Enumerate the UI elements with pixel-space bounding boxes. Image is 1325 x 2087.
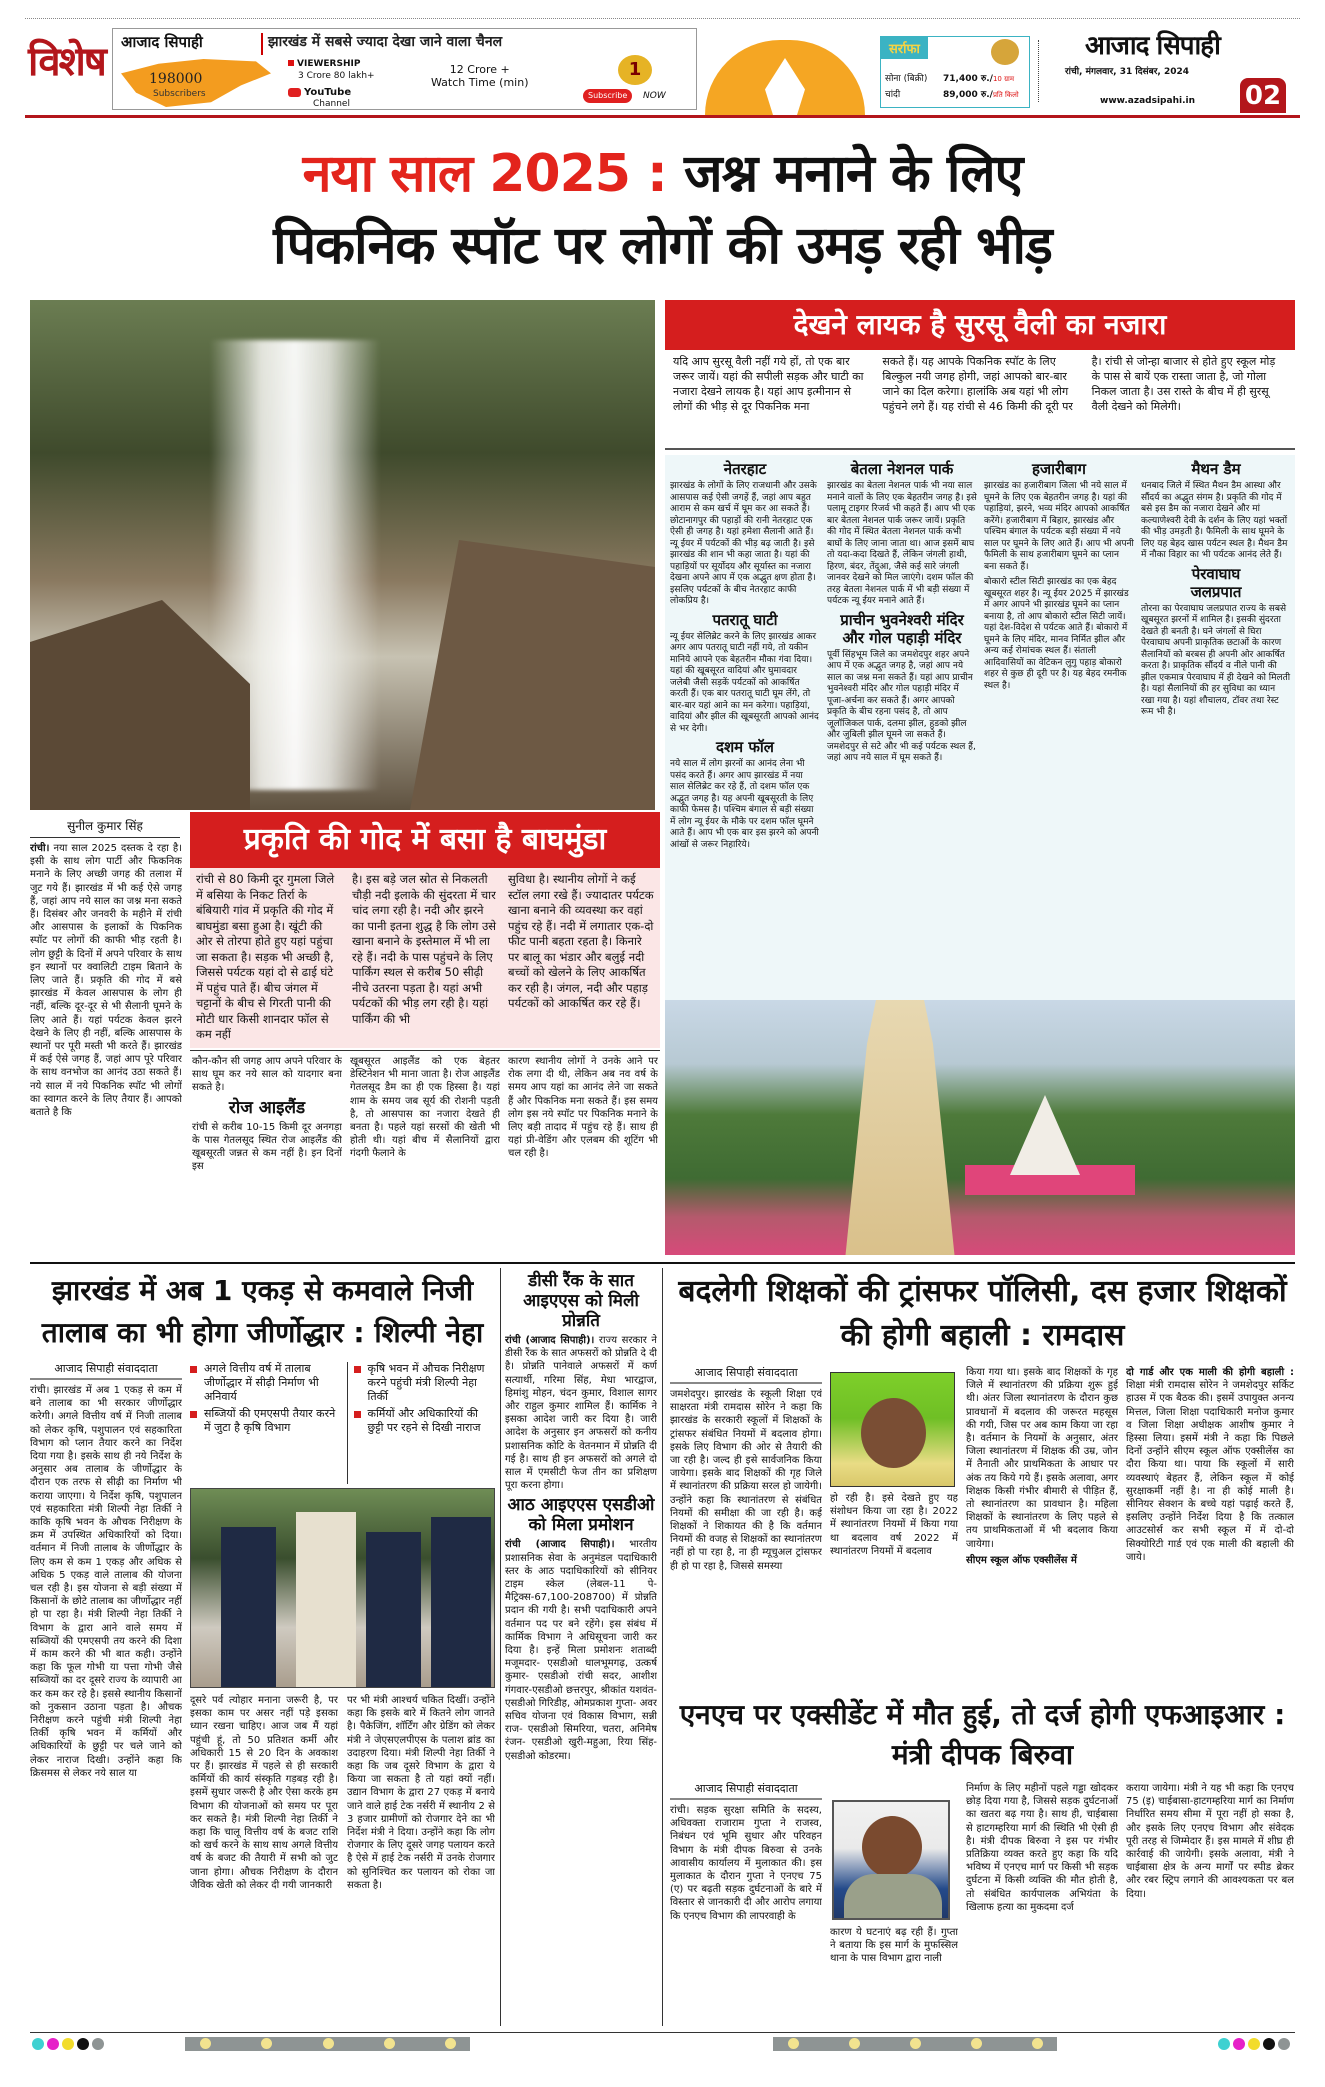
lead-dateline: रांची। (30, 843, 50, 854)
bullet-item: कृषि भवन में औचक निरीक्षण करने पहुंची मंत्री शिल्पी नेहा तिर्की (354, 1362, 496, 1404)
netarhat-heading: नेतरहाट (723, 460, 767, 478)
gold-label: सोना (बिक्री) (885, 74, 928, 84)
rock-right (410, 540, 655, 810)
ias-body (505, 1334, 657, 1492)
lead-byline: सुनील कुमार सिंह (30, 818, 180, 838)
watch-time-label: Watch Time (min) (431, 76, 529, 89)
netarhat-text: झारखंड के लोगों के लिए राजधानी और उसके आसपास कई ऐसी जगहें हैं, जहां आप बहुत आराम से कम खर्च में घूम कर आ सकते हैं। छोटानागपुर की पहाड़ों की रानी नेतरहाट एक ऐसी ही जगह है। यहां हमेशा सैलानी आते हैं। न्यू ईयर में पर्यटकों की भीड़ बढ़ जाती है। इसे झारखंड की शान भी कहा जाता है। यहां की पहाड़ियों पर सूर्योदय और सूर्यास्त का नजारा देखना अपने आप में एक अद्भुत क्षण होता है। इसलिए पर्यटकों के बीच नेतरहाट काफी लोकप्रिय है। (670, 481, 817, 606)
teacher-col-2: हो रही है। इसे देखते हुए यह संशोधन किया जा रहा है। 2022 में स्थानांतरण नियमों में किया गया था बदलाव वर्ष 2022 में स्थानांतरण नियमों में बदलाव (830, 1493, 958, 1557)
sarafa-title: सर्राफा (881, 37, 928, 59)
spot-col-1 (670, 457, 820, 997)
pen-nib-logo (705, 40, 865, 115)
deepak-birua-photo (832, 1800, 950, 1920)
talab-byline: आजाद सिपाही संवाददाता (30, 1362, 182, 1380)
silver-price-value: 89,000 रु./ (943, 90, 993, 100)
ramdas-soren-photo (830, 1372, 955, 1487)
registration-dot (62, 2038, 74, 2050)
gold-price-value: 71,400 रु./ (943, 74, 993, 84)
temple-dome (1010, 1095, 1080, 1175)
spot-col-2 (827, 457, 977, 997)
masthead-divider (1038, 40, 1039, 102)
main-headline (0, 138, 1325, 282)
registration-dots-left (32, 2038, 104, 2050)
baghmunda-banner: प्रकृति की गोद में बसा है बाघमुंडा (190, 812, 660, 868)
ias-dateline: रांची (आजाद सिपाही)। (505, 1335, 595, 1346)
registration-bar-left (185, 2037, 470, 2051)
headline-line-2: पिकनिक स्पॉट पर लोगों की उमड़ रही भीड़ (273, 216, 1052, 276)
column-rule (500, 1268, 501, 2026)
website-link[interactable]: www.azadsipahi.in (1100, 96, 1195, 106)
silver-price (943, 89, 1019, 101)
baghmunda-col-1: रांची से 80 किमी दूर गुमला जिले में बसिया के निकट तिर्रा के बंबियारी गांव में प्रकृति की गोद में बाघमुंडा बसा हुआ है। खूंटी की ओर से तोरपा होते हुए यहां पहुंचा जा सकता है। सड़क भी अच्छी है, जिससे पर्यटक यहां दो से ढाई घंटे में पहुंच पाते हैं। बीच जंगल में चट्टानों के बीच से गिरती पानी की मोटी धार किसी शानदार फॉल से कम नहीं (196, 872, 335, 1041)
rose-col-3: कारण स्थानीय लोगों ने उनके आने पर रोक लगा दी थी, लेकिन अब नव वर्ष के समय आप यहां का आनंद लेने जा सकते हैं और पिकनिक मना सकते हैं। इस समय लोग इस नये स्पॉट पर पिकनिक मनाने के लिए बड़ी तादाद में पहुंच रहे हैं। साथ ही यहां प्री-वेडिंग और एलबम की शूटिंग भी चल रही है। (508, 1056, 658, 1160)
section-divider (30, 1262, 1295, 1264)
person-figure (296, 1512, 356, 1687)
now-label: NOW (643, 91, 666, 101)
waterfall-photo (30, 300, 655, 810)
silver-label: चांदी (885, 90, 901, 100)
sdo-headline: आठ आइएएस एसडीओ को मिला प्रमोशन (507, 1495, 655, 1536)
ad-tagline: झारखंड में सबसे ज्यादा देखा जाने वाला चैनल (268, 34, 503, 50)
teacher-col-4-text (1126, 1366, 1294, 1564)
nh-col-3: निर्माण के लिए महीनों पहले गड्ढा खोदकर छोड़ दिया गया है, जिससे सड़क दुर्घटनाओं का खतरा बढ़ गया है। साथ ही, चाईबासा से हाटगम्हरिया मार्ग की स्थिति भी ऐसी ही है। मंत्री दीपक बिरुवा ने इस पर गंभीर प्रतिक्रिया व्यक्त करते हुए कहा कि यदि भविष्य में एनएच मार्ग पर किसी भी सड़क दुर्घटना में किसी व्यक्ति की मौत होती है, तो संबंधित कार्यपालक अभियंता के खिलाफ हत्या का मुकदमा दर्ज (966, 1783, 1118, 1913)
teacher-col-3-subhead: सीएम स्कूल ऑफ एक्सीलेंस में (966, 1554, 1077, 1566)
hazaribagh-text: झारखंड का हजारीबाग जिला भी नये साल में घूमने के लिए एक बेहतरीन जगह है। यहां की पहाड़ियां, झरने, भव्य मंदिर आपको आकर्षित करेंगे। हजारीबाग में बिहार, झारखंड और पश्चिम बंगाल के पर्यटक बड़ी संख्या में नये साल पर घूमने के लिए आते हैं। आप भी अपनी फैमिली के साथ हजारीबाग घूमने का प्लान बना सकते हैं। (984, 481, 1134, 572)
ias-text: राज्य सरकार ने डीसी रैंक के सात अफसरों को प्रोन्नति दे दी है। प्रोन्नति पानेवाले अफसरों में कर्ण सत्यार्थी, गरिमा सिंह, मेधा भारद्वाज, हिमांशु मोहन, चंदन कुमार, विशाल सागर और राहुल कुमार शामिल हैं। कार्मिक ने इसका आदेश जारी कर दिया है। जारी आदेश के अनुसार इन अफसरों को कनीय प्रशासनिक कोटि के वेतनमान में प्रोन्नति दी गई है। साथ ही इन अफसरों को अगले दो साल में एमसीटी फेज तीन का प्रशिक्षण पूरा करना होगा। (505, 1335, 657, 1492)
face (861, 1398, 926, 1468)
youtube-logo (288, 87, 351, 98)
masthead-rule (25, 115, 1300, 118)
registration-circle (200, 2038, 211, 2049)
talab-headline: झारखंड में अब 1 एकड़ से कमवाले निजी तालाब का भी होगा जीर्णोद्धार : शिल्पी नेहा (41, 1274, 484, 1349)
registration-dot (1218, 2038, 1230, 2050)
spot-col-3 (984, 457, 1134, 997)
perwaghagh-heading-1: पेरवाघाघ (1191, 564, 1241, 583)
dasham-heading: दशम फॉल (716, 738, 774, 756)
registration-dot (1263, 2038, 1275, 2050)
watch-time-value: 12 Crore + (449, 63, 510, 76)
baghmunda-body (190, 868, 660, 1048)
baghmunda-col-2: है। इस बड़े जल स्रोत से निकलती चौड़ी नदी इलाके की सुंदरता में चार चांद लगा रही है। नदी और झरने का पानी इतना शुद्ध है कि लोग उसे खाना बनाने के इस्तेमाल में भी ला रहे हैं। नदी के पास पहुंचने के लिए पार्किंग स्थल से करीब 50 सीढ़ी नीचे उतरना पड़ता है। यहां अभी पर्यटकों की भीड़ लग रही है। यहां पार्किंग की भी (352, 872, 497, 1026)
perwaghagh-heading-2: जलप्रपात (1190, 582, 1242, 601)
footer-rule (30, 2032, 1295, 2033)
youtube-label: YouTube (304, 87, 352, 98)
viewership-label: VIEWERSHIP (288, 59, 360, 69)
ias-promotion-box (505, 1268, 657, 2026)
talab-bullets-left (190, 1362, 339, 1484)
sursu-col-3: है। रांची से जोन्हा बाजार से होते हुए स्कूल मोड़ के पास से बायें एक रास्ता जाता है, जो गोला निकल जाता है। उस रास्ते के बीच में ही सुरसू वैली देखने को मिलेगी। (1091, 355, 1276, 413)
maithon-text: धनबाद जिले में स्थित मैथन डैम आस्था और सौंदर्य का अद्भुत संगम है। प्रकृति की गोद में बसे इस डैम का नजारा देखने और मां कल्याणेश्वरी देवी के दर्शन के लिए यहां भक्तों की भीड़ उमड़ती है। फैमिली के साथ घूमने के लिए यह बेहद खास पर्यटन स्थल है। मैथन डैम में नौका विहार का भी पर्यटक आनंद लेते हैं। (1141, 481, 1288, 560)
talab-bullets-right (347, 1362, 496, 1484)
ad-divider (261, 33, 263, 55)
teacher-col-1 (670, 1366, 822, 1692)
bhuvaneshwari-heading: प्राचीन भुवनेश्वरी मंदिर और गोल पहाड़ी मंदिर (840, 610, 964, 647)
perwaghagh-text: तोरना का पेरवाघाघ जलप्रपात राज्य के सबसे खूबसूरत झरनों में शामिल है। इसकी सुंदरता देखते ही बनती है। घने जंगलों से घिरा पेरवाघाघ अपनी प्राकृतिक छटाओं के कारण सैलानियों को बरबस ही अपनी ओर आकर्षित करता है। प्राकृतिक सौंदर्य व नीले पानी की झील एकमात्र पेरवाघाघ में ही देखने को मिलती है। यहां सैलानियों की हर सुविधा का ध्यान रखा गया है। यहां शौचालय, टॉवर तथा रेस्ट रूम भी है। (1141, 603, 1291, 717)
sursu-col-2: सकते हैं। यह आपके पिकनिक स्पॉट के लिए बिल्कुल नयी जगह होगी, जहां आपको बार-बार जाने का दिल करेगा। हालांकि अब यहां भी लोग पहुंचने लगे हैं। यह रांची से 46 किमी की दूरी पर (882, 355, 1073, 413)
pen-nib-icon (765, 58, 805, 115)
teacher-col-3-text: किया गया था। इसके बाद शिक्षकों के गृह जिले में स्थानांतरण की प्रक्रिया शुरू हुई थी। अंतर जिला स्थानांतरण के दौरान कुछ प्रावधानों में बदलाव की जरूरत महसूस की गयी, जिस पर अब काम किया जा रहा है। वर्तमान के नियमों के अनुसार, अंतर जिला स्थानांतरण में शिक्षक की उम्र, जोन में तैनाती और प्राथमिकता के आधार पर अंक तय किये गये हैं। इसके अलावा, अगर शिक्षक किसी गंभीर बीमारी से पीड़ित हैं, तो स्थानांतरण का प्रावधान है। महिला शिक्षकों के स्थानांतरण के लिए पहले से तय प्राथमिकताओं में भी बदलाव किया जायेगा। (966, 1367, 1118, 1550)
rose-island-heading: रोज आइलैंड (228, 1097, 306, 1118)
nh-col-1-text: रांची। सड़क सुरक्षा समिति के सदस्य, अधिवक्ता राजाराम गुप्ता ने राजस्व, निबंधन एवं भूमि सुधार और परिवहन विभाग के मंत्री दीपक बिरुवा से उनके आवासीय कार्यालय में मुलाकात की। इस मुलाकात के दौरान गुप्ता ने एनएच 75 (ए) पर बढ़ती सड़क दुर्घटनाओं के बारे में विस्तार से जानकारी दी और आरोप लगाया कि एनएच विभाग की लापरवाही के (670, 1805, 822, 1922)
section-label: विशेष (28, 38, 105, 85)
number-one-badge-icon: 1 (618, 55, 652, 85)
registration-bar-right (773, 2037, 1057, 2051)
betla-text: झारखंड का बेतला नेशनल पार्क भी नया साल मनाने वालों के लिए एक बेहतरीन जगह है। इसे पलामू टाइगर रिजर्व भी कहते हैं। आप भी एक बार बेतला नेशनल पार्क जरूर जायें। प्रकृति की गोद में स्थित बेतला नेशनल पार्क कभी बाघों के लिए जाना जाता था। आज इसमें बाघ तो यदा-कदा दिखते हैं, लेकिन जंगली हाथी, हिरण, बंदर, तेंदुआ, जैसे कई सारे जंगली जानवर देखने को मिल जाएंगे। दशम फॉल की तरह बेतला नेशनल पार्क में भी बड़ी संख्या में पर्यटक न्यू ईयर मनाने आते हैं। (827, 481, 977, 606)
patratu-heading: पतरातू घाटी (712, 610, 778, 629)
registration-circle (849, 2038, 860, 2049)
registration-dot (1248, 2038, 1260, 2050)
watch-time (431, 63, 529, 89)
teacher-byline: आजाद सिपाही संवाददाता (670, 1366, 822, 1384)
sdo-body (505, 1538, 657, 1762)
teacher-col-4 (1126, 1366, 1294, 1692)
rose-intro: कौन-कौन सी जगह आप अपने परिवार के साथ घूम कर नये साल को यादगार बना सकते है। (192, 1056, 342, 1094)
registration-dot (1278, 2038, 1290, 2050)
maithon-heading: मैथन डैम (1191, 460, 1241, 478)
person-figure (366, 1532, 421, 1687)
subscribe-button[interactable]: Subscribe (583, 89, 632, 103)
spot-col-4 (1141, 457, 1291, 997)
rose-island-section (190, 1050, 660, 1255)
baghmunda-col-3: सुविधा है। स्थानीय लोगों ने कई स्टॉल लगा रखे हैं। ज्यादातर पर्यटक खाना बनाने की व्यवस्था कर वहां पहुंच रहे हैं। नदी में लगातार एक-दो फीट पानी बहता रहता है। किनारे पर बालू का भंडार और बलुई नदी बच्चों को खेलने के लिए आकर्षित कर रही है। जंगल, नदी और पहाड़ पर्यटकों को आकर्षित कर रहे हैं। (508, 872, 654, 1010)
registration-circle (261, 2038, 272, 2049)
talab-col-2: दूसरे पर्व त्योहार मनाना जरूरी है, पर इसका काम पर असर नहीं पड़े इसका ध्यान रखना चाहिए। आज जब मैं यहां पहुंची हूं, तो 50 प्रतिशत कर्मी और अधिकारी 15 से 20 दिन के अवकाश पर हैं। झारखंड में पहले से ही सरकारी कर्मियों की कार्य संस्कृति गड़बड़ रही है। इसमें सुधार जरूरी है और ऐसा करके हम विभाग की योजनाओं को समय पर पूरा कर सकते है। मंत्री शिल्पी नेहा तिर्की ने कहा कि चालू वित्तीय वर्ष के बजट राशि को खर्च करने के साथ साथ अगले वित्तीय वर्ष के बजट की तैयारी में सभी को जुट जाना होगा। औचक निरीक्षण के दौरान जैविक खेती को लेकर दी गयी जानकारी (190, 1695, 338, 1891)
rose-col-2: खूबसूरत आइलैंड को एक बेहतर डेस्टिनेशन भी माना जाता है। रोज आइलैंड गेतलसूद डैम का ही एक हिस्सा है। यहां शाम के समय जब सूर्य की रोशनी पड़ती है, तो आसपास का नजारा देखते ही बनता है। पहले यहां सरसों की खेती भी होती थी। यहां बीच में सैलानियों द्वारा गंदगी फैलाने के (350, 1056, 500, 1160)
temple-tower (845, 1000, 955, 1255)
registration-circle (971, 2038, 982, 2049)
tourist-spots-section (665, 455, 1295, 1000)
headline-black-part: जश्न मनाने के लिए (683, 144, 1023, 204)
face (862, 1816, 922, 1878)
viewership-value: 3 Crore 80 lakh+ (298, 71, 375, 81)
bullet-item: सब्जियों की एमएसपी तैयार करने में जुटा है कृषि विभाग (190, 1407, 339, 1435)
jacket (844, 1874, 942, 1920)
lead-body (30, 842, 182, 1256)
talab-bullets (190, 1362, 495, 1484)
nh-byline: आजाद सिपाही संवाददाता (670, 1782, 822, 1800)
page-number: 02 (1240, 78, 1286, 113)
bullet-item: अगले वित्तीय वर्ष में तालाब जीर्णोद्धार में सीढ़ी निर्माण भी अनिवार्य (190, 1362, 339, 1404)
nh-col-4: कराया जायेगा। मंत्री ने यह भी कहा कि एनएच 75 (इ) चाईबासा-हाटगम्हरिया मार्ग का निर्माण निर्धारित समय सीमा में पूरा नहीं हो सका है, और इसके लिए एनएच विभाग और संवेदक पूरी तरह से जिम्मेदार हैं। इस मामले में शीघ्र ही कार्रवाई की जायेगी। इसके अलावा, मंत्री ने चाईबासा क्षेत्र के अन्य मार्गों पर स्पीड ब्रेकर और रबर स्ट्रिप लगाने की आवश्यकता पर बल दिया। (1126, 1783, 1294, 1900)
registration-dot (92, 2038, 104, 2050)
teacher-col-4-body: शिक्षा मंत्री रामदास सोरेन ने जमशेदपुर सर्किट हाउस में एक बैठक की। इसमें उपायुक्त अनन्य मित्तल, जिला शिक्षा पदाधिकारी मनोज कुमार व जिला शिक्षा अधीक्षक आशीष कुमार ने हिस्सा लिया। इसमें मंत्री ने कहा कि पिछले दिनों उन्होंने सीएम स्कूल ऑफ एक्सीलेंस का दौरा किया था। पाया कि स्कूलों में सारी व्यवस्थाएं बेहतर हैं, लेकिन स्कूल में कोई सुरक्षाकर्मी नहीं है। ना ही कोई माली है। सीनियर सेक्शन के बच्चे यहां पढ़ाई करते हैं, इसलिए उन्होंने निर्देश दिया है कि तत्काल आउटसोर्स कर सभी स्कूल में में दो-दो सिक्योरिटी गार्ड एवं एक माली की बहाली की जाये। (1126, 1380, 1294, 1563)
sdo-text: भारतीय प्रशासनिक सेवा के अनुमंडल पदाधिकारी स्तर के आठ पदाधिकारियों को सीनियर टाइम स्केल (लेबल-11 पे-मैट्रिक्स-67,100-208700) में प्रोन्नति प्रदान की गयी है। सभी पदाधिकारी अपने वर्तमान पद पर बने रहेंगे। इस संबंध में कार्मिक विभाग ने अधिसूचना जारी कर दिया है। इन्हें मिला प्रमोशनः शताब्दी मजूमदार- एसडीओ धालभूमगढ़, उत्कर्ष कुमार- एसडीओ रांची सदर, आशीश गंगवार-एसडीओ छत्तरपुर, श्रीकांत यशवंत- एसडीओ गिरिडीह, ओमप्रकाश गुप्ता- अवर सचिव योजना एवं विकास विभाग, सन्नी राज- एसडीओ सिमरिया, चतरा, अनिमेष रंजन- एसडीओ खुरी-महुआ, रिया सिंह- एसडीओ कोडरमा। (505, 1539, 657, 1762)
sursu-col-1: यदि आप सुरसू वैली नहीं गये हों, तो एक बार जरूर जायें। यहां की सपीली सड़क और घाटी का नजारा देखने लायक है। यहां आप इत्मीनान से लोगों की भीड़ से दूर पिकनिक मना (673, 355, 864, 413)
bullet-item: कर्मियों और अधिकारियों की छुट्टी पर रहने से दिखी नाराज (354, 1407, 496, 1435)
person-figure (431, 1517, 491, 1687)
youtube-play-icon (288, 88, 301, 97)
teacher-col-3 (966, 1366, 1118, 1692)
ad-brand: आजाद सिपाही (121, 33, 203, 51)
minister-inspection-photo (190, 1488, 495, 1688)
talab-col-3: पर भी मंत्री आश्चर्य चकित दिखीं। उन्होंने कहा कि इसके बारे में कितने लोग जानते है। पैकेजिंग, शॉर्टिंग और ग्रेडिंग को लेकर मंत्री ने जेएसएलपीएस के पलाश ब्रांड का उदाहरण दिया। मंत्री शिल्पी नेहा तिर्की ने कहा कि जब दूसरे विभाग के द्वारा ये किया जा सकता है तो यहां क्यों नहीं। उद्यान विभाग के द्वारा 27 एकड़ में बनाये जाने वाले हाई टेक नर्सरी में स्थानीय 2 से 3 हजार ग्रामीणों को रोजगार देने का भी निर्देश मंत्री ने दिया। उन्होंने कहा कि लोग रोजगार के लिए दूसरे जगह पलायन करते है ऐसे में हाई टेक नर्सरी में उनके रोजगार को सुनिश्चित कर पलायन को रोका जा सकता है। (347, 1695, 495, 1891)
registration-circle (445, 2038, 456, 2049)
youtube-ad-banner[interactable] (112, 28, 697, 110)
registration-circle (788, 2038, 799, 2049)
betla-heading: बेतला नेशनल पार्क (850, 460, 954, 478)
registration-dot (77, 2038, 89, 2050)
gold-price (943, 73, 1014, 85)
registration-circle (1032, 2038, 1043, 2049)
ias-headline: डीसी रैंक के सात आइएएस को मिली प्रोन्नति (523, 1271, 639, 1331)
silver-unit: प्रति किलो (992, 91, 1019, 99)
registration-dot (47, 2038, 59, 2050)
hazaribagh-heading: हजारीबाग (1032, 460, 1086, 478)
lead-text: नया साल 2025 दस्तक दे रहा है।इसी के साथ लोग पार्टी और फिकनिक मनाने के लिए अच्छी जगह की तलाश में जुट गये हैं। झारखंड में भी कई ऐसे जगह हैं, जहां आप नये साल का जश्न मना सकते हैं। दिसंबर और जनवरी के महीने में रांची और आसपास के इलाकों के पिकनिक स्पॉट पर लोगों की काफी भीड़ रहती है। लोग छुट्टी के दिनों में अपने परिवार के साथ इन स्थानों पर क्वालिटी टाइम बिताने के लिए जाते हैं। प्रकृति की गोद में बसे झारखंड में केवल आसपास के लोग ही नहीं, बल्कि दूर-दूर से भी सैलानी घूमने के लिए आते हैं। यहां पर्यटक केवल झरने देखने के लिए ही नहीं, बल्कि आसपास के स्थानों पर पूरी मस्ती भी करते हैं। झारखंड में कई ऐसे जगह हैं, जहां आप पूरे परिवार के साथ वनभोज का आनंद उठा सकते हैं। नये साल में नये पिकनिक स्पॉट भी लोगों का स्वागत करने के लिए तैयार हैं। आपको बताते है कि (30, 843, 182, 1119)
registration-circle (910, 2038, 921, 2049)
teacher-col-4-subhead: दो गार्ड और एक माली की होगी बहाली : (1126, 1367, 1294, 1378)
temple-photo (665, 1000, 1295, 1255)
gold-bag-icon (991, 39, 1019, 65)
top-dotted-rule (25, 18, 1300, 19)
registration-circle (323, 2038, 334, 2049)
gold-unit: 10 ग्राम (992, 75, 1015, 83)
bhuvaneshwari-text: पूर्वी सिंहभूम जिले का जमशेदपुर शहर अपने आप में एक अद्भुत जगह है, जहां आप नये साल का जश्न मना सकते हैं। यहां आप प्राचीन भुवनेश्वरी मंदिर और गोल पहाड़ी मंदिर में पूजा-अर्चना कर सकते हैं। अगर आपको प्रकृति के बीच रहना पसंद है, तो आप जूलॉजिकल पार्क, दलमा झील, हुडको झील और जुबिली झील घूमने जा सकते हैं। जमशेदपुर से सटे और भी कई पर्यटक स्थल हैं, जहां आप नये साल में घूम सकते हैं। (827, 649, 976, 763)
person-figure (221, 1527, 276, 1687)
rose-col-1 (192, 1055, 342, 1253)
channel-label: Channel (313, 99, 350, 109)
sursu-valley-banner: देखने लायक है सुरसू वैली का नजारा (665, 300, 1295, 350)
sdo-dateline: रांची (आजाद सिपाही)। (505, 1539, 615, 1551)
perwaghagh-heading (1141, 565, 1291, 601)
teacher-col-1-text: जमशेदपुर। झारखंड के स्कूली शिक्षा एवं साक्षरता मंत्री रामदास सोरेन ने कहा कि झारखंड के सरकारी स्कूलों में शिक्षकों के ट्रांसफर संबंधित नियमों में बदलाव होगा। इसके लिए विभाग की ओर से तैयारी की जा रही है। जल्द ही इसे सार्वजनिक किया जायेगा। इसके बाद शिक्षकों की गृह जिले में स्थानांतरण की प्रक्रिया सरल हो जायेगी। उन्होंने कहा कि स्थानांतरण से संबंधित नियमों की समीक्षा की जा रही है। कई शिक्षकों ने शिकायत की है कि वर्तमान नियमों की वजह से शिक्षकों का स्थानांतरण नहीं हो पा रहा है, ना ही म्यूचुअल ट्रांसफर ही हो पा रहा है, जिससे समस्या (670, 1389, 822, 1572)
bokaro-text: बोकारो स्टील सिटी झारखंड का एक बेहद खूबसूरत शहर है। न्यू ईयर 2025 में झारखंड में अगर आपने भी झारखंड घूमने का प्लान बनाया है, तो आप बोकारो स्टील सिटी जायें। यहां देश-विदेश से पर्यटक आते हैं। बोकारो में घूमने के लिए मंदिर, मानव निर्मित झील और अन्य कई रोमांचक स्थल हैं। संताली आदिवासियों का वेटिकन लुगु पहाड़ बोकारो शहर से कुछ ही दूरी पर है। यह बेहद रमनीक स्थल है। (984, 577, 1129, 691)
registration-dot (1233, 2038, 1245, 2050)
talab-col-1 (30, 1362, 182, 2026)
column-rule (662, 1268, 663, 2026)
patratu-text: न्यू ईयर सेलिब्रेट करने के लिए झारखंड आकर अगर आप पतरातू घाटी नहीं गये, तो यकीन मानिये आपने एक बेहतरीन मौका गंवा दिया। यहां की खूबसूरत वादियां और घुमावदार जलेबी जैसी सड़कें पर्यटकों को आकर्षित करती हैं। एक बार पतरातू घाटी घूम लेंगे, तो बार-बार यहां आने का मन करेगा। पहाड़ियां, वादियां और झील की खूबसूरती आपको आनंद से भर देगी। (670, 631, 819, 734)
newspaper-name: आजाद सिपाही (1085, 31, 1220, 61)
headline-red-part: नया साल 2025 : (302, 144, 667, 204)
teacher-headline: बदलेगी शिक्षकों की ट्रांसफर पॉलिसी, दस हजार शिक्षकों की होगी बहाली : रामदास (678, 1274, 1287, 1353)
dasham-text: नये साल में लोग झरनों का आनंद लेना भी पसंद करते हैं। अगर आप झारखंड में नया साल सेलिब्रेट कर रहे हैं, तो दशम फॉल एक अद्भुत जगह है। यह अपनी खूबसूरती के लिए काफी फेमस है। पश्चिम बंगाल से बड़ी संख्या में लोग न्यू ईयर के मौके पर दशम फॉल घूमने आते हैं। आप भी एक बार इस झरने को अपनी आंखों से जरूर निहारिये। (670, 759, 819, 850)
bullion-rates-box (880, 36, 1030, 108)
sursu-intro (665, 350, 1295, 450)
talab-col-1-text: रांची। झारखंड में अब 1 एकड़ से कम में बने तालाब का भी सरकार जीर्णोद्धार करेगी। अगले वित्तीय वर्ष में निजी तालाब को लेकर कृषि, पशुपालन एवं सहकारिता विभाग को प्लान तैयार करने का निर्देश दिया गया है। इसके साथ ही नये निर्देश के अनुसार अब तालाब के जीर्णोद्धार के दौरान एक तरफ से सीढ़ी का निर्माण भी कराया जाएगा। ये निर्देश कृषि, पशुपालन एवं सहकारिता मंत्री शिल्पी नेहा तिर्की ने काकि कृषि भवन के औचक निरीक्षण के क्रम में उपस्थित अधिकारियों को दिया। वर्तमान में निजी तालाब के जीर्णोद्धार के लिए कम से कम 1 एकड़ और अधिक से अधिक 5 एकड़ वाले तालाब की योजना चल रही है। इस योजना से बड़ी संख्या में किसानों के छोटे तालाब का जीर्णोद्धार नहीं हो पा रहा है। मंत्री शिल्पी नेहा तिर्की ने विभाग के द्वारा आने वाले समय में सब्जियों की एमएसपी तय करने की दिशा में काम करने की भी बात कही। उन्होंने कहा कि फूल गोभी या पत्ता गोभी जैसे सब्जियों का दर दूसरे राज्य के व्यापारी आ कर कम कर रहे है। इससे स्थानीय किसानों को नुकसान उठाना पड़ता है। औचक निरीक्षण करने पहुंची मंत्री शिल्पी नेहा तिर्की कृषि भवन में कर्मियों और अधिकारियों के छुट्टी पर चले जाने को लेकर नाराज दिखी। उन्होंने कहा कि क्रिसमस से लेकर नये साल या (30, 1385, 182, 1779)
registration-dot (32, 2038, 44, 2050)
nh-col-2: कारण ये घटनाएं बढ़ रही हैं। गुप्ता ने बताया कि इस मार्ग के मुफस्सिल थाना के पास विभाग द्वारा नाली (830, 1927, 958, 1965)
registration-dots-right (1218, 2038, 1290, 2050)
issue-date: रांची, मंगलवार, 31 दिसंबर, 2024 (1065, 67, 1190, 77)
nh-headline: एनएच पर एक्सीडेंट में मौत हुई, तो दर्ज होगी एफआइआर : मंत्री दीपक बिरुवा (679, 1698, 1286, 1771)
rose-col-1-text: रांची से करीब 10-15 किमी दूर अनगड़ा के पास गेतलसूद स्थित रोज आइलैंड की खूबसूरती जन्नत से कम नहीं है। इन दिनों इस (192, 1121, 342, 1173)
registration-circle (384, 2038, 395, 2049)
subscriber-label: Subscribers (153, 89, 206, 99)
nh-col-1 (670, 1782, 822, 2026)
subscriber-count: 198000 (149, 71, 203, 87)
